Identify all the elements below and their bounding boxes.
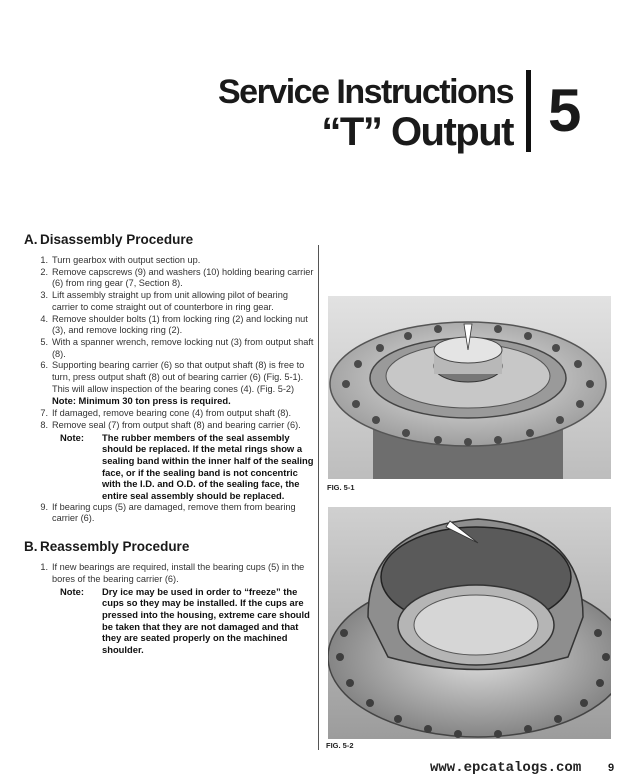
step-text: If bearing cups (5) are damaged, remove them from bearing carrier (6). [52, 501, 296, 524]
note-label: Note: [60, 585, 84, 597]
step-text: If damaged, remove bearing cone (4) from output shaft (8). [52, 408, 291, 419]
page-title [218, 72, 513, 152]
column-divider [318, 245, 319, 750]
note-text: Dry ice may be used in order to “freeze” the cups so they may be installed. If the cups are pressed into the housing, extreme care should be taken that they are not damaged and that they are seated properly on the machined shoulder. [102, 585, 310, 656]
section-a-title: Disassembly Procedure [40, 232, 194, 247]
disassembly-steps [24, 255, 314, 525]
step-number: 9. [40, 501, 48, 512]
title-line-1: Service Instructions [217, 73, 513, 111]
list-item [24, 255, 314, 267]
note-label: Note: [60, 431, 84, 443]
step-number: 2. [40, 266, 48, 277]
footer-url-link[interactable]: www.epcatalogs.com [430, 760, 582, 776]
note-text: Note: Minimum 30 ton press is required. [52, 395, 231, 407]
section-a-letter: A. [24, 232, 38, 247]
list-item [24, 360, 314, 395]
bearing-cones-image [328, 507, 611, 739]
figure-5-2-caption: FIG. 5-2 [326, 741, 354, 750]
step-text: With a spanner wrench, remove locking nut (3) from output shaft (8). [52, 336, 314, 359]
note-minimum-press [24, 395, 314, 408]
list-item [24, 314, 314, 337]
list-item [24, 562, 314, 585]
chapter-number: 5 [548, 77, 582, 144]
step-number: 4. [40, 313, 48, 324]
list-item [24, 290, 314, 313]
instructions-column [24, 232, 314, 656]
title-divider [526, 70, 531, 152]
step-text: If new bearings are required, install the bearing cups (5) in the bores of the bearing carrier (6). [52, 562, 305, 584]
page-number: 9 [608, 762, 615, 774]
list-item [24, 420, 314, 432]
step-number: 5. [40, 336, 48, 347]
title-line-2: “T” Output [321, 110, 513, 154]
step-number: 3. [40, 290, 48, 301]
figure-5-2-photo [328, 507, 611, 739]
list-item [24, 502, 314, 525]
step-text: Lift assembly straight up from unit allowing pilot of bearing carrier to come straight out of counterbore in ring gear. [52, 290, 288, 312]
list-item [24, 267, 314, 290]
note-text: The rubber members of the seal assembly should be replaced. If the metal rings show a sealing band within the inner half of the sealing face, or if the sealing band is not concentric with the I.D. and O.D. of the sealing face, the entire seal assembly should be replaced. [102, 431, 314, 502]
step-text: Remove shoulder bolts (1) from locking ring (2) and locking nut (3), and remove locking ring (2). [52, 313, 308, 336]
figure-5-1-caption: FIG. 5-1 [327, 483, 355, 492]
list-item [24, 408, 314, 420]
step-text: Turn gearbox with output section up. [52, 255, 201, 265]
step-number: 8. [40, 419, 48, 430]
step-text: Remove capscrews (9) and washers (10) holding bearing carrier (6) from ring gear (7, Section 8). [52, 266, 314, 289]
step-number: 7. [40, 408, 48, 419]
step-text: Remove seal (7) from output shaft (8) and bearing carrier (6). [52, 419, 301, 430]
note-seal-replacement [24, 432, 314, 502]
step-text: Supporting bearing carrier (6) so that output shaft (8) is free to turn, press output shaft (8) out of bearing carrier (6) (Fig. 5-1). This will allow inspection of the bearing cones (4). (Fig. 5-2) [52, 360, 305, 394]
section-b-letter: B. [24, 539, 38, 555]
section-a-heading [24, 232, 314, 247]
note-dry-ice [24, 586, 314, 656]
list-item [24, 337, 314, 360]
section-b-heading [24, 539, 314, 554]
section-b-title: Reassembly Procedure [40, 539, 190, 555]
step-number: 1. [40, 255, 48, 265]
step-number: 1. [40, 562, 48, 573]
figure-5-1-photo [328, 296, 611, 479]
bearing-carrier-top-image [328, 296, 611, 479]
step-number: 6. [40, 360, 48, 371]
reassembly-steps [24, 562, 314, 656]
